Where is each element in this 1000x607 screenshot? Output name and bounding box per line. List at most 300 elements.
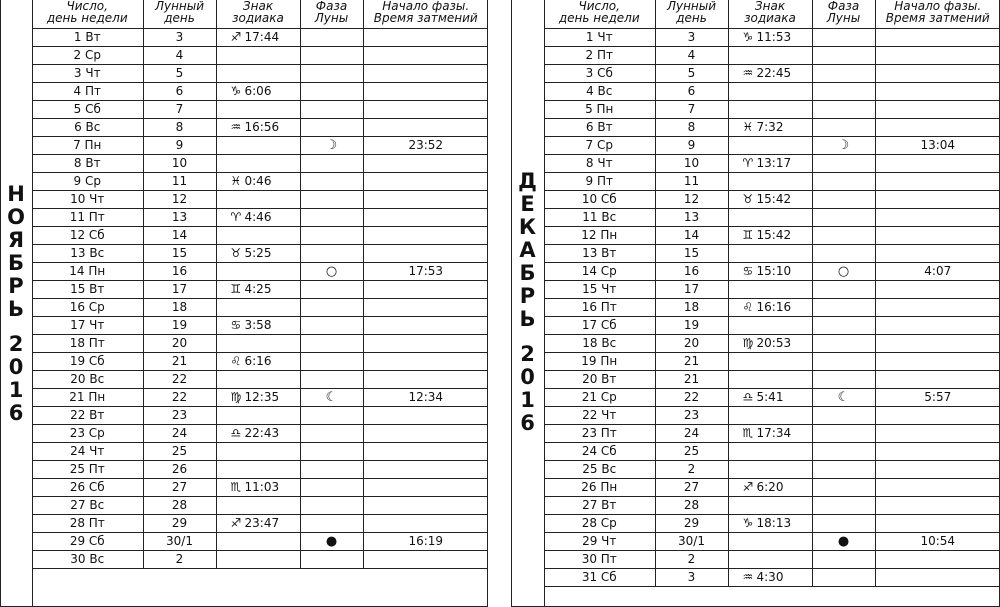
table-row	[544, 83, 1000, 101]
zodiac-cell	[216, 155, 300, 173]
zodiac-cell	[216, 227, 300, 245]
phase-time-cell	[875, 371, 1000, 389]
lunar-day-cell: 3	[655, 569, 728, 587]
moon-phase-icon: ○	[300, 263, 363, 281]
moon-phase-icon	[812, 497, 875, 515]
zodiac-sign-icon: ♊	[230, 282, 242, 296]
date-cell: 8 Вт	[32, 155, 143, 173]
lunar-day-cell: 9	[143, 137, 216, 155]
table-row	[32, 47, 488, 65]
table-row	[32, 29, 488, 47]
moon-phase-icon	[812, 227, 875, 245]
moon-phase-icon	[300, 119, 363, 137]
table-row	[32, 245, 488, 263]
date-cell: 26 Пн	[544, 479, 655, 497]
year-digit: 1	[8, 378, 24, 402]
table-row	[32, 65, 488, 83]
date-cell: 3 Чт	[32, 65, 143, 83]
moon-phase-icon: ☽	[300, 137, 363, 155]
moon-phase-icon	[300, 65, 363, 83]
phase-time-cell	[363, 497, 488, 515]
table-row	[544, 461, 1000, 479]
zodiac-cell	[728, 425, 812, 443]
phase-time-cell	[363, 353, 488, 371]
table-row	[32, 479, 488, 497]
date-cell: 3 Сб	[544, 65, 655, 83]
month-letter: Р	[8, 274, 24, 298]
phase-time-cell	[875, 497, 1000, 515]
zodiac-cell	[728, 83, 812, 101]
date-cell: 2 Пт	[544, 47, 655, 65]
zodiac-time: 15:42	[756, 228, 792, 242]
lunar-day-cell: 16	[143, 263, 216, 281]
moon-phase-icon	[300, 497, 363, 515]
zodiac-time: 17:34	[756, 426, 792, 440]
table-row	[32, 281, 488, 299]
zodiac-time: 11:53	[756, 30, 792, 44]
table-row	[32, 389, 488, 407]
table-row	[32, 83, 488, 101]
zodiac-cell	[728, 461, 812, 479]
zodiac-sign-icon: ♌	[230, 354, 242, 368]
phase-time-cell	[875, 101, 1000, 119]
moon-phase-icon	[812, 335, 875, 353]
table-row	[544, 497, 1000, 515]
zodiac-cell	[728, 569, 812, 587]
table-row	[544, 155, 1000, 173]
lunar-day-cell: 17	[655, 281, 728, 299]
date-cell: 4 Пт	[32, 83, 143, 101]
zodiac-cell	[216, 209, 300, 227]
table-row	[544, 389, 1000, 407]
header-zodiac: Знак зодиака	[216, 0, 300, 29]
moon-phase-icon	[812, 443, 875, 461]
table-row	[32, 371, 488, 389]
phase-time-cell: 12:34	[363, 389, 488, 407]
date-cell: 12 Сб	[32, 227, 143, 245]
lunar-day-cell: 6	[655, 83, 728, 101]
table-row	[32, 101, 488, 119]
phase-time-cell: 17:53	[363, 263, 488, 281]
date-cell: 10 Сб	[544, 191, 655, 209]
phase-time-cell	[363, 425, 488, 443]
date-cell: 5 Пн	[544, 101, 655, 119]
phase-time-cell	[875, 299, 1000, 317]
zodiac-cell	[216, 317, 300, 335]
phase-time-cell	[363, 209, 488, 227]
zodiac-sign-icon: ♊	[742, 228, 754, 242]
lunar-day-cell: 5	[655, 65, 728, 83]
month-letter: А	[519, 238, 536, 262]
lunar-day-cell: 9	[655, 137, 728, 155]
table-row	[32, 353, 488, 371]
zodiac-cell	[216, 533, 300, 551]
phase-time-cell	[363, 83, 488, 101]
moon-phase-icon	[812, 281, 875, 299]
zodiac-sign-icon: ♉	[742, 192, 754, 206]
table-row	[544, 299, 1000, 317]
date-cell: 6 Вт	[544, 119, 655, 137]
zodiac-sign-icon: ♋	[742, 264, 754, 278]
table-row	[544, 101, 1000, 119]
zodiac-cell	[216, 263, 300, 281]
date-cell: 11 Вс	[544, 209, 655, 227]
month-letter: Д	[518, 169, 537, 193]
phase-time-cell	[875, 209, 1000, 227]
zodiac-cell	[216, 281, 300, 299]
zodiac-cell	[728, 407, 812, 425]
zodiac-cell	[216, 371, 300, 389]
phase-time-cell	[363, 443, 488, 461]
phase-time-cell	[363, 65, 488, 83]
phase-time-cell	[363, 515, 488, 533]
date-cell: 29 Чт	[544, 533, 655, 551]
lunar-day-cell: 3	[143, 29, 216, 47]
lunar-day-cell: 24	[655, 425, 728, 443]
moon-phase-icon	[812, 65, 875, 83]
table-row	[544, 371, 1000, 389]
phase-time-cell	[875, 443, 1000, 461]
header-row	[32, 0, 488, 29]
moon-phase-icon	[300, 47, 363, 65]
zodiac-sign-icon: ♑	[742, 30, 754, 44]
phase-time-cell	[875, 227, 1000, 245]
zodiac-cell	[728, 533, 812, 551]
month-title	[0, 183, 32, 425]
lunar-day-cell: 15	[655, 245, 728, 263]
table-row	[544, 407, 1000, 425]
lunar-day-cell: 21	[655, 371, 728, 389]
phase-time-cell	[363, 371, 488, 389]
lunar-day-cell: 5	[143, 65, 216, 83]
moon-phase-icon	[812, 155, 875, 173]
zodiac-time: 6:06	[244, 84, 272, 98]
lunar-day-cell: 15	[143, 245, 216, 263]
table-row	[544, 443, 1000, 461]
moon-phase-icon	[812, 425, 875, 443]
zodiac-cell	[728, 479, 812, 497]
date-cell: 21 Пн	[32, 389, 143, 407]
date-cell: 15 Вт	[32, 281, 143, 299]
header-date: Число, день недели	[32, 0, 143, 29]
date-cell: 16 Ср	[32, 299, 143, 317]
moon-phase-icon	[300, 479, 363, 497]
lunar-day-cell: 6	[143, 83, 216, 101]
phase-time-cell	[875, 569, 1000, 587]
moon-phase-icon	[812, 461, 875, 479]
moon-phase-icon	[300, 551, 363, 569]
zodiac-cell	[216, 29, 300, 47]
table-row	[544, 29, 1000, 47]
zodiac-time: 15:10	[756, 264, 792, 278]
moon-phase-icon	[300, 317, 363, 335]
moon-phase-icon	[300, 191, 363, 209]
date-cell: 5 Сб	[32, 101, 143, 119]
date-cell: 25 Вс	[544, 461, 655, 479]
date-cell: 23 Пт	[544, 425, 655, 443]
moon-phase-icon	[300, 227, 363, 245]
year-digit: 2	[520, 342, 535, 366]
phase-time-cell	[875, 425, 1000, 443]
table-row	[32, 209, 488, 227]
december-table	[544, 0, 1000, 587]
lunar-day-cell: 2	[143, 551, 216, 569]
lunar-day-cell: 14	[655, 227, 728, 245]
date-cell: 2 Ср	[32, 47, 143, 65]
date-cell: 27 Вт	[544, 497, 655, 515]
month-letter: О	[7, 205, 25, 229]
lunar-day-cell: 26	[143, 461, 216, 479]
zodiac-cell	[216, 245, 300, 263]
zodiac-cell	[728, 209, 812, 227]
moon-phase-icon	[300, 83, 363, 101]
moon-phase-icon: ☾	[300, 389, 363, 407]
date-cell: 19 Пн	[544, 353, 655, 371]
zodiac-cell	[728, 227, 812, 245]
lunar-day-cell: 12	[143, 191, 216, 209]
zodiac-time: 5:41	[756, 390, 784, 404]
table-row	[32, 227, 488, 245]
table-row	[544, 263, 1000, 281]
phase-time-cell	[363, 245, 488, 263]
zodiac-sign-icon: ♈	[230, 210, 242, 224]
zodiac-cell	[216, 299, 300, 317]
lunar-day-cell: 22	[143, 371, 216, 389]
zodiac-cell	[728, 353, 812, 371]
table-row	[32, 173, 488, 191]
phase-time-cell: 23:52	[363, 137, 488, 155]
zodiac-cell	[728, 65, 812, 83]
phase-time-cell	[363, 191, 488, 209]
lunar-day-cell: 8	[655, 119, 728, 137]
phase-time-cell	[363, 317, 488, 335]
date-cell: 29 Сб	[32, 533, 143, 551]
date-cell: 20 Вт	[544, 371, 655, 389]
moon-phase-icon: ●	[300, 533, 363, 551]
moon-phase-icon	[812, 119, 875, 137]
date-cell: 18 Пт	[32, 335, 143, 353]
moon-phase-icon	[300, 245, 363, 263]
phase-time-cell	[875, 119, 1000, 137]
zodiac-cell	[216, 461, 300, 479]
phase-time-cell	[363, 101, 488, 119]
lunar-day-cell: 22	[143, 389, 216, 407]
zodiac-time: 18:13	[756, 516, 792, 530]
lunar-day-cell: 18	[655, 299, 728, 317]
zodiac-cell	[728, 191, 812, 209]
zodiac-cell	[728, 263, 812, 281]
phase-time-cell: 4:07	[875, 263, 1000, 281]
moon-phase-icon	[300, 461, 363, 479]
moon-phase-icon	[300, 335, 363, 353]
moon-phase-icon	[812, 209, 875, 227]
date-cell: 22 Чт	[544, 407, 655, 425]
zodiac-cell	[216, 47, 300, 65]
phase-time-cell	[875, 353, 1000, 371]
moon-phase-icon	[300, 281, 363, 299]
lunar-day-cell: 25	[655, 443, 728, 461]
zodiac-time: 5:25	[244, 246, 272, 260]
lunar-day-cell: 11	[655, 173, 728, 191]
table-row	[544, 569, 1000, 587]
date-cell: 31 Сб	[544, 569, 655, 587]
zodiac-cell	[216, 515, 300, 533]
zodiac-cell	[728, 155, 812, 173]
moon-phase-icon	[300, 29, 363, 47]
zodiac-sign-icon: ♓	[742, 120, 754, 134]
zodiac-time: 16:56	[244, 120, 280, 134]
moon-phase-icon	[300, 173, 363, 191]
lunar-day-cell: 30/1	[143, 533, 216, 551]
month-letter: Я	[7, 228, 25, 252]
lunar-day-cell: 12	[655, 191, 728, 209]
date-cell: 20 Вс	[32, 371, 143, 389]
moon-phase-icon	[812, 479, 875, 497]
year-digit: 2	[8, 332, 24, 356]
lunar-day-cell: 27	[143, 479, 216, 497]
table-row	[544, 281, 1000, 299]
zodiac-cell	[728, 281, 812, 299]
date-cell: 10 Чт	[32, 191, 143, 209]
moon-phase-icon	[812, 191, 875, 209]
moon-phase-icon	[300, 353, 363, 371]
date-cell: 13 Вс	[32, 245, 143, 263]
header-phase-time: Начало фазы. Время затмений	[875, 0, 1000, 29]
phase-time-cell	[875, 191, 1000, 209]
moon-phase-icon	[300, 209, 363, 227]
moon-phase-icon	[812, 407, 875, 425]
table-row	[32, 551, 488, 569]
date-cell: 24 Сб	[544, 443, 655, 461]
date-cell: 1 Чт	[544, 29, 655, 47]
zodiac-time: 22:45	[756, 66, 792, 80]
zodiac-time: 22:43	[244, 426, 280, 440]
phase-time-cell	[363, 281, 488, 299]
moon-phase-icon: ○	[812, 263, 875, 281]
zodiac-cell	[728, 29, 812, 47]
phase-time-cell	[363, 479, 488, 497]
lunar-day-cell: 21	[143, 353, 216, 371]
zodiac-time: 11:03	[244, 480, 280, 494]
zodiac-cell	[728, 317, 812, 335]
zodiac-sign-icon: ♐	[742, 480, 754, 494]
table-row	[544, 317, 1000, 335]
date-cell: 28 Пт	[32, 515, 143, 533]
moon-phase-icon	[300, 515, 363, 533]
lunar-day-cell: 25	[143, 443, 216, 461]
date-cell: 23 Ср	[32, 425, 143, 443]
month-letter: Ь	[7, 297, 24, 321]
zodiac-time: 12:35	[244, 390, 280, 404]
table-row	[32, 335, 488, 353]
table-row	[32, 137, 488, 155]
phase-time-cell	[363, 461, 488, 479]
table-row	[544, 479, 1000, 497]
zodiac-sign-icon: ♐	[230, 30, 242, 44]
date-cell: 27 Вс	[32, 497, 143, 515]
zodiac-sign-icon: ♎	[742, 390, 754, 404]
lunar-day-cell: 23	[655, 407, 728, 425]
zodiac-cell	[728, 515, 812, 533]
lunar-day-cell: 2	[655, 461, 728, 479]
zodiac-cell	[216, 407, 300, 425]
zodiac-time: 17:44	[244, 30, 280, 44]
moon-phase-icon	[300, 371, 363, 389]
zodiac-sign-icon: ♍	[742, 336, 754, 350]
header-lunar-day: Лунный день	[143, 0, 216, 29]
phase-time-cell	[363, 29, 488, 47]
date-cell: 26 Сб	[32, 479, 143, 497]
table-row	[544, 551, 1000, 569]
zodiac-cell	[728, 137, 812, 155]
date-cell: 7 Пн	[32, 137, 143, 155]
zodiac-cell	[728, 371, 812, 389]
month-letter: К	[518, 215, 537, 239]
phase-time-cell	[363, 335, 488, 353]
lunar-day-cell: 20	[655, 335, 728, 353]
month-letter: Б	[7, 251, 24, 275]
zodiac-time: 4:30	[756, 570, 784, 584]
date-cell: 14 Ср	[544, 263, 655, 281]
zodiac-sign-icon: ♉	[230, 246, 242, 260]
lunar-day-cell: 19	[655, 317, 728, 335]
phase-time-cell: 10:54	[875, 533, 1000, 551]
zodiac-time: 3:58	[244, 318, 272, 332]
date-cell: 17 Чт	[32, 317, 143, 335]
november-panel	[0, 0, 488, 607]
year-digit: 6	[8, 401, 24, 425]
table-row	[544, 137, 1000, 155]
moon-phase-icon	[300, 407, 363, 425]
lunar-day-cell: 14	[143, 227, 216, 245]
lunar-day-cell: 18	[143, 299, 216, 317]
zodiac-sign-icon: ♈	[742, 156, 754, 170]
phase-time-cell	[875, 155, 1000, 173]
lunar-day-cell: 21	[655, 353, 728, 371]
moon-phase-icon	[812, 47, 875, 65]
table-row	[544, 191, 1000, 209]
zodiac-cell	[216, 137, 300, 155]
table-row	[544, 173, 1000, 191]
zodiac-cell	[216, 551, 300, 569]
table-row	[32, 425, 488, 443]
moon-phase-icon	[812, 317, 875, 335]
zodiac-cell	[216, 497, 300, 515]
phase-time-cell	[363, 119, 488, 137]
table-row	[32, 533, 488, 551]
header-moon-phase: Фаза Луны	[812, 0, 875, 29]
year-digit: 6	[520, 411, 535, 435]
phase-time-cell	[363, 299, 488, 317]
zodiac-cell	[728, 299, 812, 317]
month-title-column	[511, 0, 545, 607]
december-panel	[511, 0, 1000, 607]
table-row	[544, 209, 1000, 227]
november-table	[32, 0, 488, 569]
table-row	[32, 191, 488, 209]
table-row	[544, 533, 1000, 551]
zodiac-cell	[216, 335, 300, 353]
moon-phase-icon	[300, 299, 363, 317]
table-row	[544, 119, 1000, 137]
zodiac-cell	[728, 335, 812, 353]
moon-phase-icon	[812, 569, 875, 587]
zodiac-cell	[216, 65, 300, 83]
phase-time-cell	[363, 551, 488, 569]
zodiac-time: 23:47	[244, 516, 280, 530]
zodiac-cell	[216, 83, 300, 101]
month-title	[511, 170, 544, 435]
